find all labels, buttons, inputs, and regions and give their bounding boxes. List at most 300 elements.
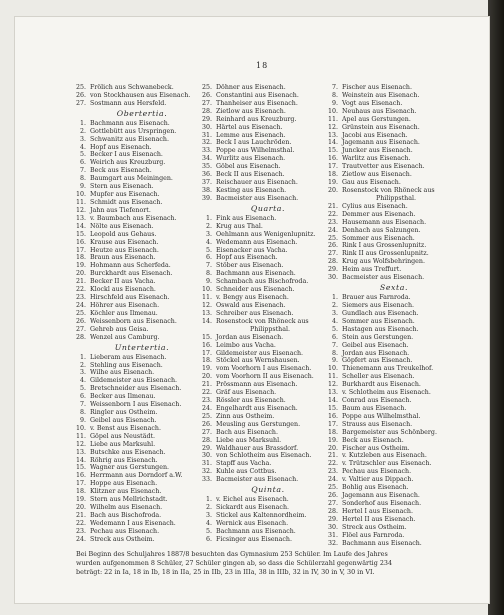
entry-number: 22. [327, 460, 338, 468]
entry-number: 32. [201, 139, 212, 147]
student-entry [326, 540, 462, 548]
student-entry [326, 350, 462, 358]
student-entry-continuation [200, 326, 336, 334]
student-name: Gehreb aus Geisa. [90, 325, 149, 333]
entry-number: 26. [75, 91, 86, 99]
student-entry [74, 175, 210, 183]
student-name: Prössmann aus Eisenach. [216, 381, 298, 389]
student-name: Fink aus Eisenach. [216, 214, 277, 222]
student-entry [326, 373, 462, 381]
student-entry [326, 524, 462, 532]
student-entry [326, 171, 462, 179]
entry-number: 23. [75, 294, 86, 302]
student-entry [74, 334, 210, 342]
student-entry [326, 132, 462, 140]
entry-number: 18. [75, 254, 86, 262]
entry-number: 16. [75, 472, 86, 480]
student-name: Wenzel aus Camburg. [90, 333, 160, 341]
student-entry [200, 92, 336, 100]
student-entry [200, 171, 336, 179]
student-entry [74, 433, 210, 441]
student-name: Härtel aus Eisenach. [216, 123, 283, 131]
student-name: Beck aus Eisenach. [90, 167, 152, 175]
student-entry [200, 247, 336, 255]
entry-number: 7. [331, 84, 338, 91]
student-entry [200, 512, 336, 520]
student-name: Jordan aus Eisenach. [342, 349, 410, 357]
student-entry [74, 92, 210, 100]
student-entry [200, 124, 336, 132]
student-entry [326, 155, 462, 163]
student-entry [326, 294, 462, 302]
entry-number: 27. [201, 428, 212, 436]
entry-number: 9. [331, 357, 338, 365]
entry-number: 18. [75, 488, 86, 496]
student-name: Schreiber aus Eisenach. [216, 309, 294, 317]
student-entry [326, 421, 462, 429]
entry-number: 16. [327, 155, 338, 163]
student-entry [74, 247, 210, 255]
student-name: Streck aus Ostheim. [90, 535, 155, 543]
student-entry [74, 262, 210, 270]
student-name: Philippsthal. [250, 325, 290, 333]
entry-number: 13. [327, 389, 338, 397]
entry-number: 17. [327, 420, 338, 428]
student-entry [326, 242, 462, 250]
entry-number: 24. [201, 404, 212, 412]
student-name: Frölich aus Schwanebeck. [90, 84, 174, 91]
student-entry [74, 270, 210, 278]
entry-number: 16. [75, 238, 86, 246]
student-name: Lieberam aus Eisenach. [90, 353, 167, 361]
student-entry [74, 441, 210, 449]
entry-number: 3. [79, 369, 86, 377]
class-heading: Obertertia. [116, 108, 168, 118]
student-name: Poppe aus Wilhelmsthal. [342, 412, 421, 420]
student-name: Gau aus Eisenach. [342, 179, 401, 187]
entry-number: 25. [327, 484, 338, 492]
student-name: Streck aus Ostheim. [342, 523, 407, 531]
student-name: v. Schlotheim aus Eisenach. [342, 389, 431, 397]
student-entry [200, 310, 336, 318]
entry-number: 6. [79, 393, 86, 401]
student-name: v. Valtier aus Dippach. [342, 476, 414, 484]
student-name: Zietlow aus Eisenach. [342, 171, 412, 179]
entry-number: 11. [327, 373, 338, 381]
student-name: Wernick aus Eisenach. [216, 519, 289, 527]
student-name: Hertel I aus Eisenach. [342, 507, 413, 515]
student-name: Rössler aus Eisenach. [216, 397, 286, 405]
entry-number: 34. [201, 155, 212, 163]
entry-number: 30. [201, 452, 212, 460]
student-entry [326, 334, 462, 342]
student-entry [74, 401, 210, 409]
student-name: Heutze aus Eisenach. [90, 246, 159, 254]
student-name: Bargemeister aus Schönberg. [342, 428, 437, 436]
entry-number: 35. [201, 163, 212, 171]
student-entry [200, 286, 336, 294]
student-name: Thanheiser aus Eisenach. [216, 99, 298, 107]
student-name: Schwanitz aus Eisenach. [90, 135, 169, 143]
entry-number: 25. [75, 84, 86, 91]
entry-number: 4. [79, 143, 86, 151]
student-entry [74, 144, 210, 152]
student-entry [326, 381, 462, 389]
student-name: Stickel aus Kaltennordheim. [216, 512, 307, 520]
entry-number: 7. [79, 401, 86, 409]
student-name: Rosenstock von Rhöneck aus [342, 186, 435, 194]
entry-number: 18. [201, 357, 212, 365]
entry-number: 7. [205, 262, 212, 270]
student-name: Warlitz aus Eisenach. [342, 155, 411, 163]
student-entry [200, 350, 336, 358]
student-name: Klitzner aus Eisenach. [90, 488, 162, 496]
student-entry [200, 223, 336, 231]
student-entry [200, 421, 336, 429]
student-name: Bacmeister aus Eisenach. [216, 476, 299, 484]
student-name: Döhner aus Eisenach. [216, 84, 286, 91]
student-entry [326, 219, 462, 227]
student-name: Reinhard aus Kreuzburg. [216, 115, 297, 123]
entry-number: 19. [327, 436, 338, 444]
student-entry [74, 417, 210, 425]
student-name: Schneider aus Eisenach. [216, 286, 295, 294]
student-entry [326, 235, 462, 243]
entry-number: 25. [201, 412, 212, 420]
student-entry [326, 468, 462, 476]
entry-number: 5. [79, 151, 86, 159]
entry-number: 22. [327, 210, 338, 218]
entry-number: 24. [327, 226, 338, 234]
column-1 [74, 84, 210, 544]
student-name: Bachmann aus Eisenach. [216, 527, 296, 535]
student-entry-continuation [326, 195, 462, 203]
student-name: Demmer aus Eisenach. [342, 210, 416, 218]
student-name: Weissenborn aus Eisenach. [90, 317, 177, 325]
entry-number: 25. [327, 234, 338, 242]
student-name: Bachmann aus Eisenach. [90, 119, 170, 127]
student-name: Schambach aus Bischofroda. [216, 278, 309, 286]
student-name: v. Benst aus Eisenach. [90, 424, 161, 432]
student-name: vom Voorhorn I aus Eisenach. [216, 365, 312, 373]
student-name: Lemme aus Eisenach. [216, 131, 286, 139]
student-entry [326, 484, 462, 492]
entry-number: 4. [205, 519, 212, 527]
student-entry [326, 108, 462, 116]
entry-number: 11. [201, 294, 212, 302]
entry-number: 39. [201, 194, 212, 202]
entry-number: 14. [75, 456, 86, 464]
student-entry [74, 223, 210, 231]
summary-line: beträgt: 22 in Ia, 18 in Ib, 18 in IIa, 25 in IIb, 23 in IIIa, 38 in IIIb, 32 in IV, 30 in V, 30 in VI. [76, 568, 375, 577]
student-name: Becker I aus Eisenach. [90, 151, 163, 159]
student-name: Weissenborn I aus Eisenach. [90, 401, 182, 409]
student-entry [200, 460, 336, 468]
student-entry [200, 397, 336, 405]
student-name: Wilhe aus Eisenach. [90, 369, 155, 377]
student-name: Apel aus Gerstungen. [342, 115, 411, 123]
entry-number: 33. [201, 147, 212, 155]
entry-number: 15. [75, 230, 86, 238]
student-name: Zietlow aus Eisenach. [216, 107, 286, 115]
student-name: Jagemann aus Eisenach. [342, 139, 420, 147]
student-entry [74, 151, 210, 159]
student-name: Schmidt aus Eisenach. [90, 198, 163, 206]
student-entry [74, 215, 210, 223]
student-name: Stern aus Eisenach. [90, 183, 154, 191]
student-entry [200, 445, 336, 453]
student-entry [74, 480, 210, 488]
entry-number: 8. [331, 349, 338, 357]
student-entry [326, 227, 462, 235]
student-name: Vogt aus Eisenach. [342, 99, 403, 107]
entry-number: 22. [75, 519, 86, 527]
student-entry [74, 318, 210, 326]
student-entry [326, 250, 462, 258]
student-entry [74, 528, 210, 536]
student-name: vom Voorhorn II aus Eisenach. [216, 373, 314, 381]
student-entry [74, 294, 210, 302]
student-entry [200, 365, 336, 373]
entry-number: 9. [331, 99, 338, 107]
entry-number: 9. [79, 416, 86, 424]
entry-number: 13. [201, 309, 212, 317]
student-name: v. Eichel aus Eisenach. [216, 496, 289, 504]
entry-number: 12. [75, 440, 86, 448]
entry-number: 28. [327, 258, 338, 266]
student-entry [74, 286, 210, 294]
student-name: Wedemann I aus Eisenach. [90, 519, 176, 527]
student-name: Engelhardt aus Eisenach. [216, 404, 298, 412]
student-name: v. Kutzleben aus Eisenach. [342, 452, 427, 460]
student-name: Stöckel aus Wernshausen. [216, 357, 300, 365]
entry-number: 7. [331, 341, 338, 349]
student-entry [74, 310, 210, 318]
student-name: Höhrer aus Eisenach. [90, 301, 160, 309]
student-entry [200, 278, 336, 286]
student-entry [200, 116, 336, 124]
entry-number: 8. [205, 270, 212, 278]
student-entry [200, 476, 336, 484]
student-entry [74, 488, 210, 496]
student-name: Rink II aus Grossenlupnitz. [342, 250, 429, 258]
student-entry [200, 262, 336, 270]
student-entry [200, 334, 336, 342]
student-entry [200, 270, 336, 278]
student-entry [326, 389, 462, 397]
column-2 [200, 84, 336, 544]
page-number: 18 [256, 61, 269, 70]
student-entry [200, 342, 336, 350]
entry-number: 21. [327, 452, 338, 460]
student-entry [74, 207, 210, 215]
student-entry [200, 179, 336, 187]
entry-number: 26. [75, 317, 86, 325]
student-name: Stein aus Gerstungen. [342, 333, 414, 341]
entry-number: 24. [327, 476, 338, 484]
entry-number: 29. [327, 266, 338, 274]
student-name: Thienemann aus Treukelhof. [342, 365, 434, 373]
student-entry [74, 472, 210, 480]
student-entry [326, 139, 462, 147]
entry-number: 23. [327, 218, 338, 226]
student-entry [326, 500, 462, 508]
student-entry [326, 342, 462, 350]
entry-number: 9. [79, 183, 86, 191]
student-name: Stern aus Mellrichstadt. [90, 496, 168, 504]
student-entry [326, 124, 462, 132]
entry-number: 8. [79, 409, 86, 417]
entry-number: 20. [75, 504, 86, 512]
student-entry [326, 84, 462, 92]
student-entry [326, 147, 462, 155]
student-entry [200, 528, 336, 536]
student-entry [74, 449, 210, 457]
student-name: Neuhaus aus Eisenach. [342, 107, 417, 115]
class-heading: Quinta. [251, 485, 285, 495]
student-entry [200, 139, 336, 147]
entry-number: 10. [327, 107, 338, 115]
entry-number: 14. [327, 139, 338, 147]
student-entry [326, 508, 462, 516]
student-entry [200, 357, 336, 365]
student-name: Denhach aus Salzungen. [342, 226, 421, 234]
entry-number: 5. [331, 325, 338, 333]
student-entry [74, 302, 210, 310]
entry-number: 2. [205, 222, 212, 230]
student-name: Waldhauer aus Brassdorf. [216, 444, 299, 452]
student-entry [200, 187, 336, 195]
student-name: Pechau aus Eisenach. [342, 468, 412, 476]
entry-number: 21. [201, 381, 212, 389]
student-name: Constantini aus Eisenach. [216, 91, 299, 99]
student-name: Hausemann aus Eisenach. [342, 218, 427, 226]
entry-number: 1. [205, 496, 212, 504]
entry-number: 8. [79, 175, 86, 183]
student-entry [74, 425, 210, 433]
student-entry [200, 373, 336, 381]
entry-number: 29. [327, 515, 338, 523]
student-name: Heim aus Treffurt. [342, 266, 402, 274]
summary-line: Bei Beginn des Schuljahres 1887/8 besuchten das Gymnasium 253 Schüler. Im Laufe des Jahres [76, 550, 388, 558]
student-name: Göpfert aus Eisenach. [342, 357, 413, 365]
entry-number: 4. [331, 317, 338, 325]
entry-number: 3. [205, 230, 212, 238]
student-name: Liebe aus Marksuhl. [216, 436, 282, 444]
student-name: Hastagen aus Eisenach. [342, 325, 419, 333]
student-entry [74, 159, 210, 167]
entry-number: 11. [75, 432, 86, 440]
entry-number: 20. [201, 373, 212, 381]
student-entry [74, 504, 210, 512]
entry-number: 27. [327, 500, 338, 508]
student-name: Sommer aus Eisenach. [342, 317, 415, 325]
student-entry [200, 389, 336, 397]
entry-number: 4. [79, 377, 86, 385]
entry-number: 6. [79, 159, 86, 167]
student-name: von Stockhausen aus Eisenach. [90, 91, 191, 99]
entry-number: 3. [205, 512, 212, 520]
student-entry [74, 354, 210, 362]
student-name: Bretschneider aus Eisenach. [90, 385, 182, 393]
entry-number: 6. [205, 535, 212, 543]
student-entry [74, 120, 210, 128]
class-heading: Quarta. [250, 203, 286, 213]
column-3 [326, 84, 462, 548]
student-entry [200, 504, 336, 512]
entry-number: 30. [327, 274, 338, 282]
entry-number: 17. [327, 163, 338, 171]
entry-number: 9. [205, 278, 212, 286]
student-name: Gräf aus Eisenach. [216, 389, 277, 397]
student-entry [74, 409, 210, 417]
entry-number: 18. [327, 171, 338, 179]
student-entry [200, 239, 336, 247]
student-name: Weinstein aus Eisenach. [342, 91, 420, 99]
student-name: Reischauer aus Eisenach. [216, 179, 298, 187]
student-entry [74, 369, 210, 377]
entry-number: 12. [201, 301, 212, 309]
student-name: Ringler aus Ostheim. [90, 409, 158, 417]
student-entry [74, 254, 210, 262]
student-name: Beck aus Eisenach. [342, 436, 404, 444]
student-name: Mupfer aus Eisenach. [90, 191, 160, 199]
student-name: Kesting aus Eisenach. [216, 186, 287, 194]
entry-number: 27. [201, 99, 212, 107]
entry-number: 31. [201, 131, 212, 139]
student-name: Ficsinger aus Eisenach. [216, 535, 292, 543]
student-name: Rink I aus Grossenlupnitz. [342, 242, 427, 250]
student-name: Kuhle aus Cottbus. [216, 468, 277, 476]
student-entry [326, 445, 462, 453]
entry-number: 28. [75, 333, 86, 341]
student-name: Leimbo aus Vacha. [216, 341, 276, 349]
entry-number: 29. [201, 115, 212, 123]
entry-number: 26. [327, 492, 338, 500]
student-name: Bach aus Eisenach. [216, 428, 278, 436]
student-entry [326, 365, 462, 373]
entry-number: 3. [79, 135, 86, 143]
student-name: Krause aus Eisenach. [90, 238, 159, 246]
entry-number: 8. [331, 91, 338, 99]
student-entry [200, 405, 336, 413]
entry-number: 14. [327, 397, 338, 405]
student-name: Beck I aus Lauchröden. [216, 139, 292, 147]
entry-number: 5. [205, 246, 212, 254]
student-entry [200, 147, 336, 155]
student-name: Strauss aus Eisenach. [342, 420, 413, 428]
entry-number: 28. [201, 107, 212, 115]
student-name: v. Trützschler aus Eisenach. [342, 460, 432, 468]
student-name: Hopf aus Eisenach. [216, 254, 278, 262]
student-name: Göbel aus Eisenach. [216, 163, 281, 171]
student-name: Bacmeister aus Eisenach. [216, 194, 299, 202]
student-entry [74, 239, 210, 247]
student-entry [326, 92, 462, 100]
student-entry [326, 179, 462, 187]
entry-number: 19. [75, 262, 86, 270]
student-name: Göpel aus Neustädt. [90, 432, 156, 440]
entry-number: 27. [327, 250, 338, 258]
entry-number: 23. [327, 468, 338, 476]
entry-number: 38. [201, 186, 212, 194]
student-name: Hopf aus Eisenach. [90, 143, 152, 151]
student-name: Gildemeister aus Eisenach. [216, 349, 304, 357]
entry-number: 21. [75, 278, 86, 286]
student-name: Braun aus Eisenach. [90, 254, 156, 262]
entry-number: 28. [201, 436, 212, 444]
entry-number: 24. [75, 535, 86, 543]
